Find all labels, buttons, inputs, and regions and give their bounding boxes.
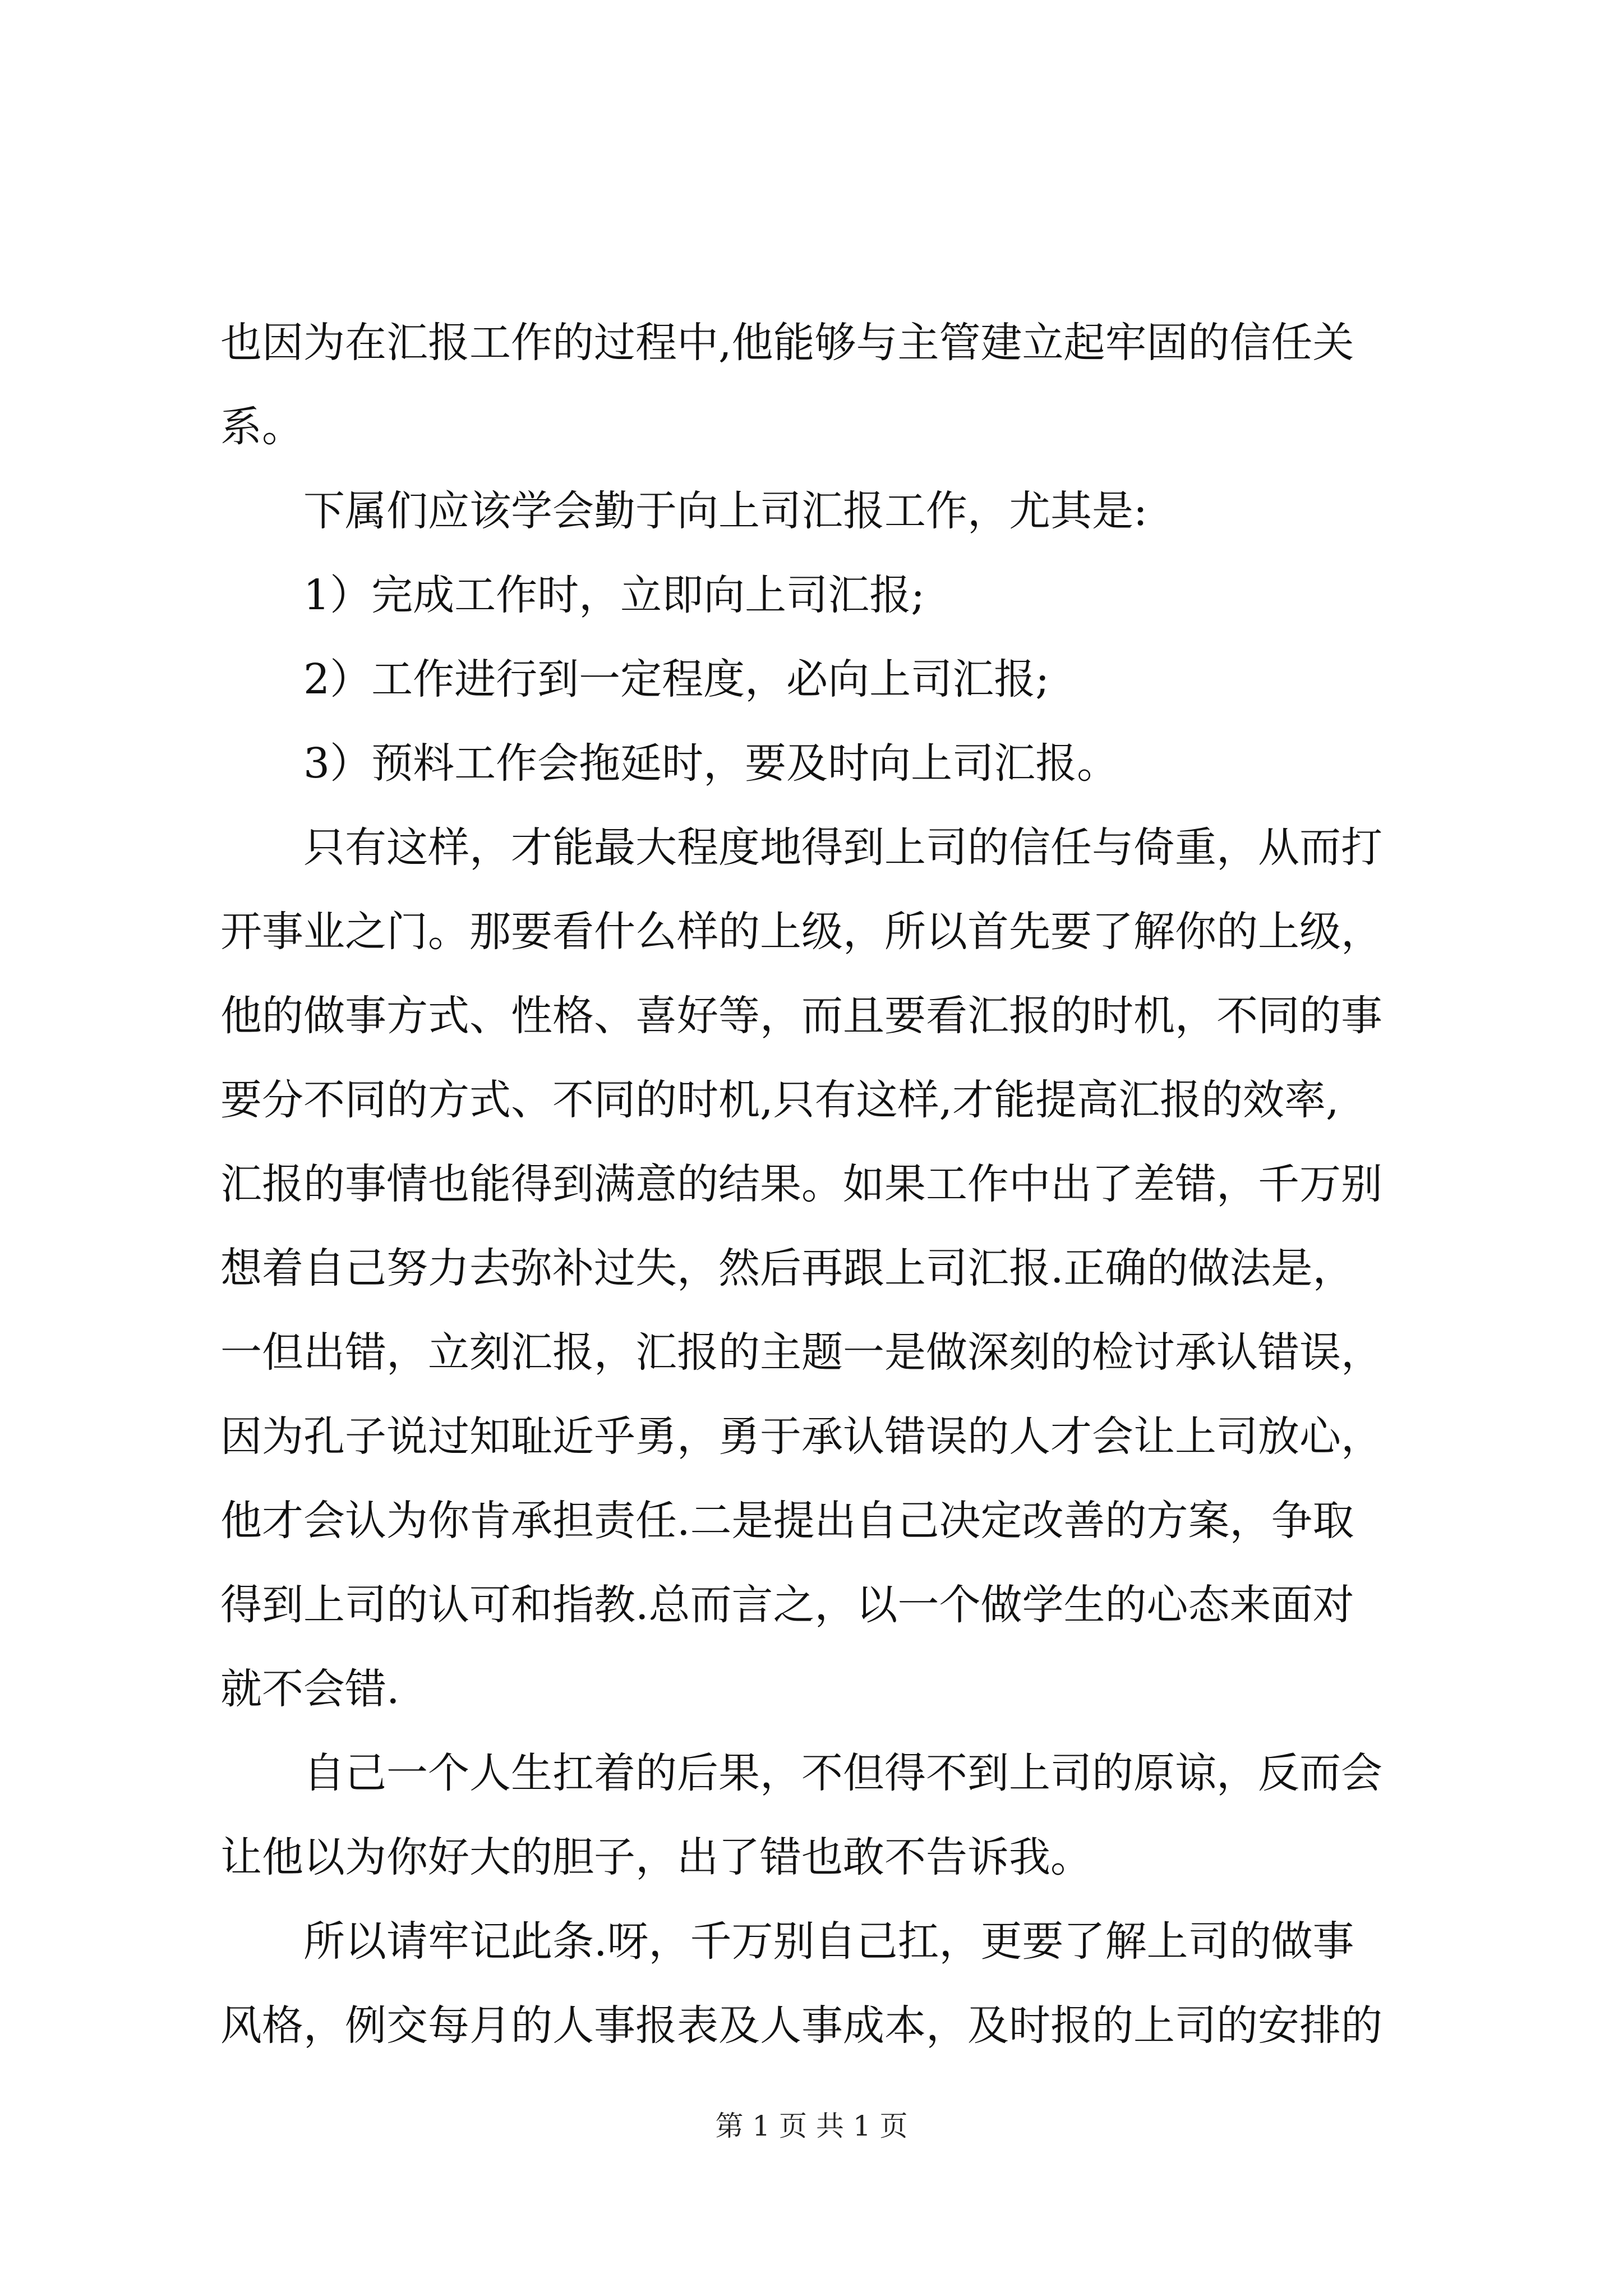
text-line: 自己一个人生扛着的后果，不但得不到上司的原谅，反而会	[303, 1749, 1382, 1797]
text-line: 下属们应该学会勤于向上司汇报工作，尤其是:	[303, 487, 1147, 535]
text-line: 他才会认为你肯承担责任.二是提出自己决定改善的方案，争取	[220, 1497, 1354, 1545]
text-line: 他的做事方式、性格、喜好等，而且要看汇报的时机，不同的事	[220, 992, 1382, 1040]
text-line: 一但出错，立刻汇报，汇报的主题一是做深刻的检讨承认错误，	[220, 1328, 1382, 1377]
text-line: 因为孔子说过知耻近乎勇，勇于承认错误的人才会让上司放心，	[220, 1412, 1382, 1461]
text-line: 1）完成工作时，立即向上司汇报;	[303, 571, 925, 619]
text-line: 所以请牢记此条.呀，千万别自己扛，更要了解上司的做事	[303, 1917, 1354, 1966]
text-line: 风格，例交每月的人事报表及人事成本，及时报的上司的安排的	[220, 2001, 1382, 2050]
text-line: 系。	[220, 403, 303, 451]
page-footer: 第 1 页 共 1 页	[715, 2110, 908, 2142]
text-line: 汇报的事情也能得到满意的结果。如果工作中出了差错，千万别	[220, 1160, 1382, 1208]
text-line: 3）预料工作会拖延时，要及时向上司汇报。	[303, 739, 1119, 788]
text-line: 要分不同的方式、不同的时机,只有这样,才能提高汇报的效率,	[220, 1076, 1339, 1124]
text-line: 就不会错.	[220, 1665, 400, 1713]
text-line: 想着自己努力去弥补过失，然后再跟上司汇报.正确的做法是，	[220, 1244, 1354, 1292]
document-body	[220, 301, 1421, 2068]
text-line: 只有这样，才能最大程度地得到上司的信任与倚重，从而打	[303, 823, 1382, 872]
text-line: 让他以为你好大的胆子，出了错也敢不告诉我。	[220, 1833, 1092, 1881]
text-line: 2）工作进行到一定程度，必向上司汇报;	[303, 655, 1050, 703]
text-line: 也因为在汇报工作的过程中,他能够与主管建立起牢固的信任关	[220, 319, 1354, 367]
text-line: 开事业之门。那要看什么样的上级，所以首先要了解你的上级，	[220, 908, 1382, 956]
text-line: 得到上司的认可和指教.总而言之，以一个做学生的心态来面对	[220, 1581, 1354, 1629]
